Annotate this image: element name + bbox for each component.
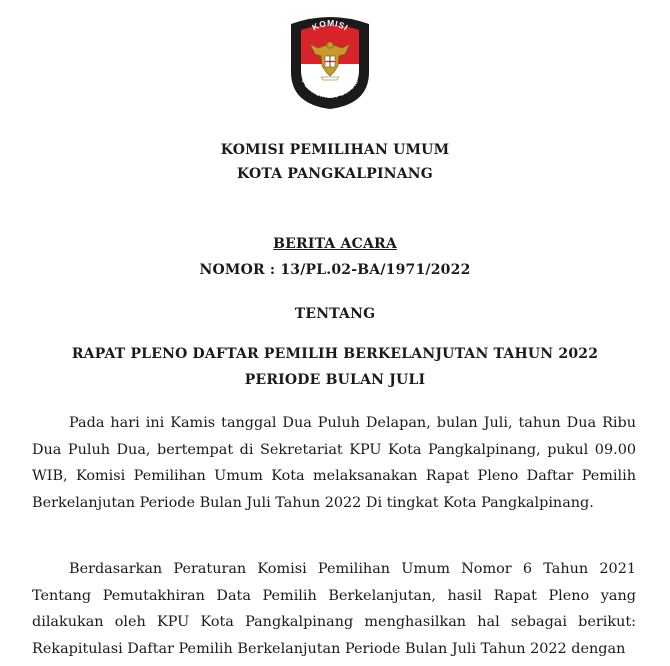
subject-line-1: RAPAT PLENO DAFTAR PEMILIH BERKELANJUTAN TAHUN 2022 [71,346,599,362]
kpu-logo [288,14,372,110]
paragraph-2-text: Berdasarkan Peraturan Komisi Pemilihan Umum Nomor 6 Tahun 2021 Tentang Pemutakhiran Data Pemilih Berkelanjutan, hasil Rapat Pleno yang dilakukan oleh KPU Kota Pangkalpinang menghasilkan hal sebagai berikut: Rekapitulasi Daftar Pemilih Berkelanjutan Periode Bulan Juli Tahun 2022 dengan [32,561,636,657]
logo-bottom-text: PEMILIHAN UMUM [299,77,361,101]
subject-line-2: PERIODE BULAN JULI [244,372,426,388]
org-city: KOTA PANGKALPINANG [237,166,433,182]
org-name: KOMISI PEMILIHAN UMUM [220,142,450,158]
document-number: NOMOR : 13/PL.02-BA/1971/2022 [199,262,471,278]
about-label: TENTANG [294,306,376,322]
document-heading: BERITA ACARA [273,236,397,252]
paragraph-1 [32,410,636,516]
paragraph-2 [32,556,636,662]
logo-top-text: KOMISI [310,17,351,33]
paragraph-1-text: Pada hari ini Kamis tanggal Dua Puluh Delapan, bulan Juli, tahun Dua Ribu Dua Puluh Dua, bertempat di Sekretariat KPU Kota Pangkalpinang, pukul 09.00 WIB, Komisi Pemilihan Umum Kota melaksanakan Rapat Pleno Daftar Pemilih Berkelanjutan Periode Bulan Juli Tahun 2022 Di tingkat Kota Pangkalpinang. [32,415,636,511]
